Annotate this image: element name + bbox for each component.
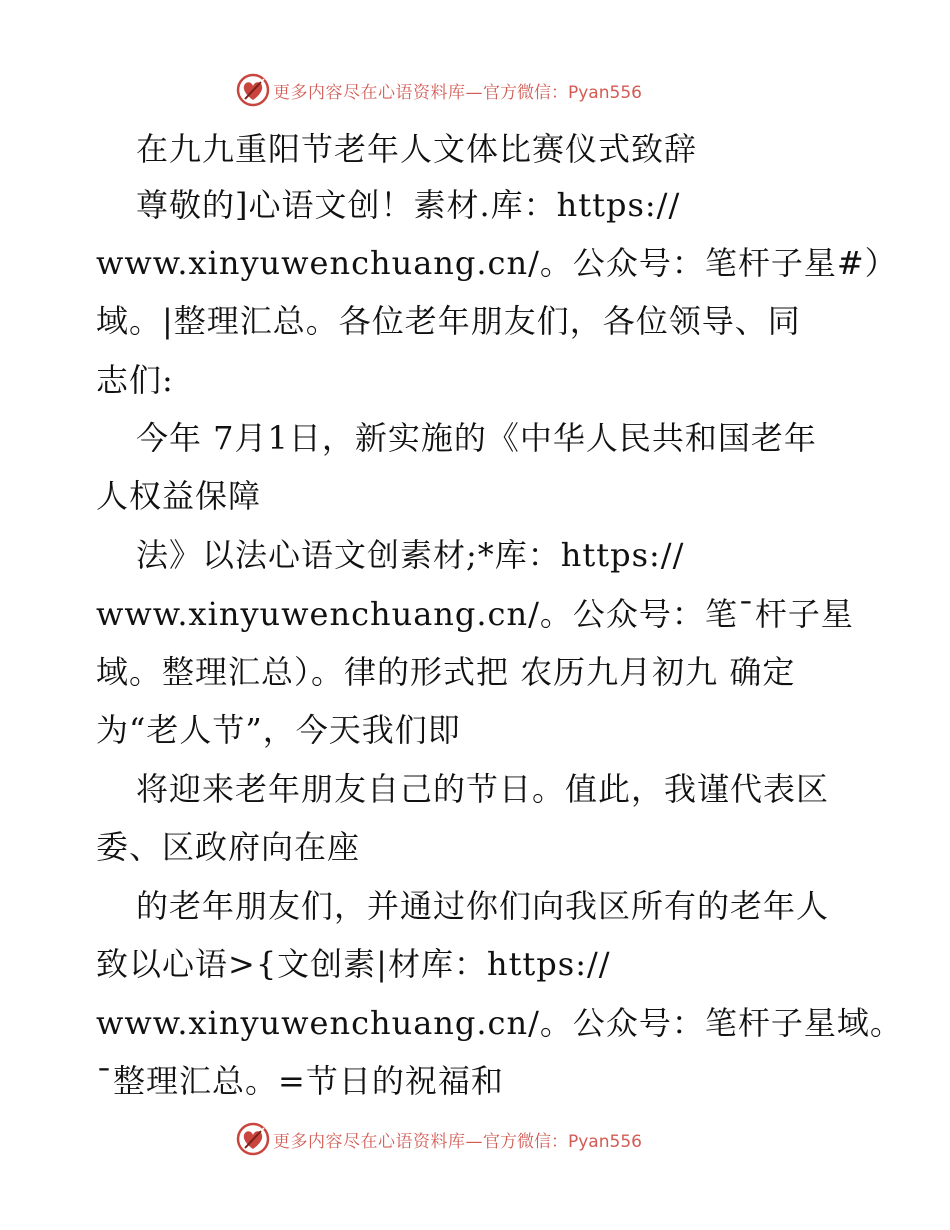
text-line: 今年 7月1日，新实施的《中华人民共和国老年 [136, 419, 817, 457]
banner-wechat: 官方微信：Pyan556 [483, 1131, 642, 1152]
document-title: 在九九重阳节老年人文体比赛仪式致辞 [136, 130, 698, 168]
text-line: ¯整理汇总。=节日的祝福和 [96, 1062, 504, 1100]
text-line: 人权益保障 [96, 477, 262, 515]
text-line: www.xinyuwenchuang.cn/。公众号：笔杆子星#） [96, 244, 898, 282]
text-line: 的老年朋友们，并通过你们向我区所有的老年人 [136, 887, 830, 925]
text-line: 将迎来老年朋友自己的节日。值此，我谨代表区 [136, 770, 830, 808]
text-line: 法》以法心语文创素材;*库：https:// [136, 536, 685, 574]
banner-wechat: 官方微信：Pyan556 [483, 82, 642, 103]
text-line: 志们: [96, 361, 174, 399]
text-line: 域。整理汇总）。律的形式把 农历九月初九 确定 [96, 653, 796, 691]
text-line: 致以心语>{文创素|材库：https:// [96, 945, 611, 983]
text-line: www.xinyuwenchuang.cn/。公众号：笔杆子星域。 [96, 1004, 903, 1042]
footer-banner [236, 1121, 642, 1157]
text-line: 尊敬的]心语文创！素材.库：https:// [136, 186, 681, 224]
banner-slogan: 更多内容尽在心语资料库— [273, 82, 483, 103]
heart-pen-icon [236, 73, 270, 107]
text-line: 域。|整理汇总。各位老年朋友们，各位领导、同 [96, 302, 801, 340]
header-banner [236, 72, 642, 108]
text-line: www.xinyuwenchuang.cn/。公众号：笔¯杆子星 [96, 595, 854, 633]
banner-slogan: 更多内容尽在心语资料库— [273, 1131, 483, 1152]
text-line: 委、区政府向在座 [96, 828, 361, 866]
text-line: 为“老人节”，今天我们即 [96, 711, 461, 749]
heart-pen-icon [236, 1122, 270, 1156]
